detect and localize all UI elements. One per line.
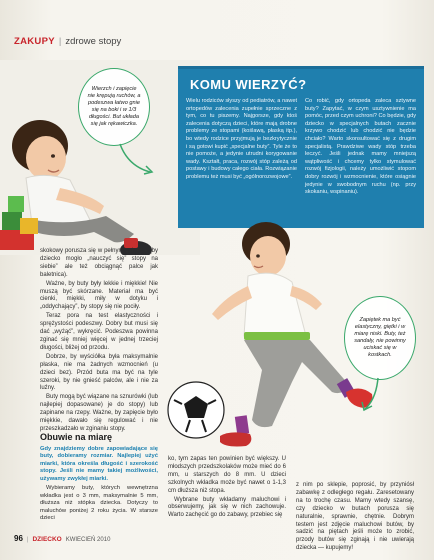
issue-date: KWIECIEŃ 2010 [65, 537, 111, 543]
magazine-name: DZIECKO [32, 536, 62, 543]
page-number: 96 [14, 534, 23, 543]
sidebar-title: KOMU WIERZYĆ? [190, 77, 307, 92]
arrow-icon [358, 376, 388, 416]
section-obuwie-na-miare [40, 432, 158, 523]
section-category: ZAKUPY [14, 36, 55, 47]
paragraph: Ważne, by buty były lekkie i miękkie! Nie muszą być skórzane. Materiał ma być cienki, miękki, miły w dotyku i „oddychający”, by stopy się nie pociły. [40, 280, 158, 311]
page-footer [14, 534, 110, 543]
callout-shoe-tip-1 [78, 68, 150, 146]
paragraph: Dobrze, by wyściółka była maksymalnie płaska, nie ma żadnych wzmocnień (u dzieci bez). Przód buta ma być na tyle szeroki, by nie gnieść palców, ale i nie za luźny. [40, 353, 158, 392]
article-column-right [296, 482, 414, 553]
sidebar-column-2: Co robić, gdy ortopeda zaleca sztywne buty? Zapytać, w czym usztywnienie ma pomóc, przed czym uchroni? Co będzie, gdy dziecko w specjalnych butach zacznie krzywo chodzić lub chodzić nie będzie chciało? Warto skonsultować się z drugim specjalistą. Prawdziwe wady stóp trzeba leczyć. Jeśli jednak mamy mniejszą wątpliwość i chcemy tylko stymulować rozwój fizjologii, należy umożliwić stopom dobry rozwój i wzmocnienie, które osiągnie jedynie w swobodnym ruchu (np. przy skokaniu, wspinaniu). [305, 98, 416, 196]
callout-1-text: Wierzch i zapięcie nie krępują ruchów, a podeszwa łatwo gnie się na boki i w 1/3 długości. But układa się jak rękawiczka. [87, 86, 141, 127]
soccer-ball-icon [168, 382, 224, 438]
article-column-middle [168, 456, 286, 521]
paragraph: ko, tym zapas ten powinien być większy. U młodszych przedszkolaków może mieć do 6 mm, u starszych do 8 mm. U dzieci szkolnych wkładka może być nawet o 1-1,3 cm dłuższa niż stopa. [168, 456, 286, 494]
paragraph: Teraz pora na test elastyczności i sprężystości podeszwy. Dobry but musi się dać „wyżąć”, wykręcić. Podeszwa powinna zginać się mniej więcej w jednej trzeciej długości, bliżej od przodu. [40, 313, 158, 351]
paragraph: Buty mogą być wiązane na sznurówki (lub najlepiej dopasowane) je do stopy) lub zapinane na rzepy. Ważne, by zapięcie było miękkie, dawało się regulować i nie przeszkadzało w zginaniu stopy. [40, 394, 158, 432]
arrow-icon [118, 142, 158, 178]
sidebar-box-who-to-trust [178, 66, 424, 228]
sidebar-columns [186, 98, 416, 197]
callout-2-text: Zapiętek ma być elastyczny, giętki i w miarę niski. Buty, też sandały, nie powinny uciskać się w kostkach. [354, 317, 406, 358]
callout-shoe-tip-2 [344, 296, 416, 380]
section-subtitle: zdrowe stopy [65, 36, 122, 47]
paragraph: z nim po sklepie, poprosić, by przyniósł zabawkę z odległego regału. Zaresetowany na to trochę czasu. Mamy wtedy szansę, czy dziecko w butach porusza się naturalnie, sprawnie, chętnie. Dobrym testem jest zdjęcie maluchowi butów, by sadzić na piętach jeśli może to zrobić, przody butów się zginają i nie uwierają dziecka — kupujemy! [296, 482, 414, 552]
section-lead: Gdy znajdziemy dobre zapowiadające się buty, dobieramy rozmiar. Najlepiej użyć miarki, która określa długość i szerokość stopy. Jeśli nie mamy takiej możliwości, używamy zwykłej miarki. [40, 446, 158, 482]
paragraph: Wybrane buty wkładamy maluchowi i obserwujemy, jak się w nich zachowuje. Warto zachęcić go do zabawy, przebiec się [168, 496, 286, 519]
section-header [14, 36, 121, 47]
article-column-left [40, 248, 158, 435]
section-body: Wybieramy buty, których wewnętrzna wkładka jest o 3 mm, maksymalnie 5 mm, dłuższa niż stópka dziecka. Dotyczy to maluchów poniżej 2 roku życia. W starsze dzieci [40, 485, 158, 522]
section-heading: Obuwie na miarę [40, 432, 113, 442]
section-separator: | [58, 36, 62, 47]
footer-separator: | [26, 537, 29, 543]
sidebar-column-1: Wielu rodziców słyszy od pediatrów, a nawet ortopedów zalecenia zupełnie sprzeczne z tym, co tu piszemy. Najgorsze, gdy ktoś zalecenia dotyczą dzieci, które mają drobne problemy ze stopami (koślawą, płaską itp.), bo wtedy rodzice przyjmują je bezkrytycznie i są gotowi kupić „specjalne buty”. Tyle że to nie pomoże, a jedynie utrudni korygowanie wady. Kształt, praca, rozwój stóp zależą od postawy i budowy całego ciała. Rozwiązanie problemu też musi być „ogólnorozwojowe”. [186, 98, 297, 180]
paragraph: skokowy porusza się w pełnym zakresie (by dziecko mogło „nauczyć się” stopy na siebie” ale też obciągnąć palce jak baletnica). [40, 248, 158, 278]
